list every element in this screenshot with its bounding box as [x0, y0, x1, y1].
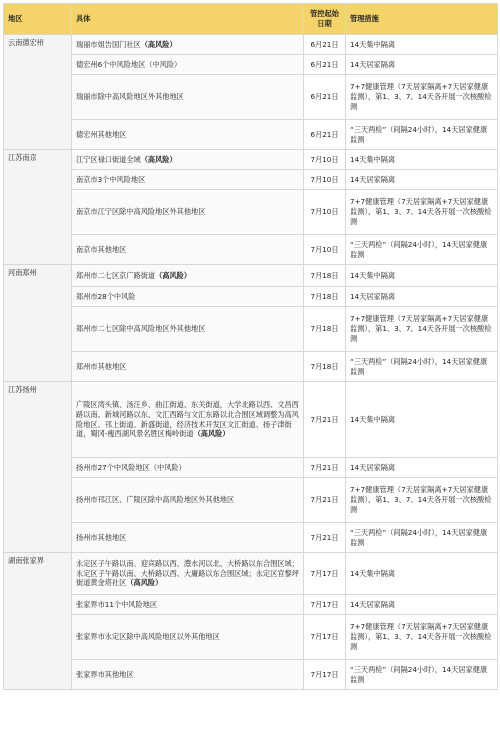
measure-cell: 7+7健康管理（7天居家隔离+7天居家健康监测），第1、3、7、14天各开展一次核酸检测	[346, 307, 498, 352]
table-row	[4, 265, 498, 287]
risk-tag: （高风险）	[140, 39, 177, 49]
measure-cell: 14天集中隔离	[346, 382, 498, 458]
detail-text: 扬州市其他地区	[76, 532, 127, 542]
table-row	[4, 35, 498, 55]
detail-cell	[72, 150, 304, 170]
measure-cell: “三天两检”（间隔24小时），14天居家健康监测	[346, 235, 498, 265]
header-measure: 管理措施	[346, 4, 498, 35]
date-cell: 7月10日	[304, 170, 346, 190]
table-row	[4, 523, 498, 553]
detail-cell	[72, 458, 304, 478]
detail-text: 张家界市永定区除中高风险地区以外其他地区	[76, 632, 220, 642]
detail-cell	[72, 382, 304, 458]
detail-cell	[72, 553, 304, 595]
measure-cell: 14天居家隔离	[346, 55, 498, 75]
table-row	[4, 55, 498, 75]
date-cell: 7月18日	[304, 352, 346, 382]
date-cell: 7月10日	[304, 235, 346, 265]
table-header-row	[4, 4, 498, 35]
table-row	[4, 615, 498, 660]
detail-text: 德宏州6个中风险地区（中风险）	[76, 59, 182, 69]
measure-cell: 14天集中隔离	[346, 35, 498, 55]
measure-cell: “三天两检”（间隔24小时），14天居家健康监测	[346, 352, 498, 382]
region-cell: 江苏南京	[4, 150, 72, 265]
detail-text: 扬州市27个中风险地区（中风险）	[76, 462, 186, 472]
measure-cell: “三天两检”（间隔24小时），14天居家健康监测	[346, 120, 498, 150]
detail-text: 瑞丽市除中高风险地区外其他地区	[76, 92, 184, 102]
table-row	[4, 595, 498, 615]
detail-cell	[72, 352, 304, 382]
detail-cell	[72, 170, 304, 190]
detail-cell	[72, 307, 304, 352]
table-body	[4, 35, 498, 690]
date-cell: 7月17日	[304, 553, 346, 595]
table-row	[4, 170, 498, 190]
date-cell: 7月21日	[304, 478, 346, 523]
detail-cell	[72, 75, 304, 120]
measure-cell: 14天居家隔离	[346, 595, 498, 615]
table-row	[4, 120, 498, 150]
header-region: 地区	[4, 4, 72, 35]
date-cell: 7月21日	[304, 523, 346, 553]
detail-text: 南京市江宁区除中高风险地区外其他地区	[76, 207, 206, 217]
detail-text: 永定区子午路以南、迎宾路以西、澧水河以北、大桥路以东合围区域；永定区子午路以南、大桥路以西、大庸路以东合围区域；永定区官黎坪街道黄金塔社区	[76, 558, 299, 588]
measure-cell: 14天集中隔离	[346, 553, 498, 595]
risk-tag: （高风险）	[193, 429, 230, 439]
measure-cell: 7+7健康管理（7天居家隔离+7天居家健康监测），第1、3、7、14天各开展一次核酸检测	[346, 75, 498, 120]
measure-cell: 14天居家隔离	[346, 287, 498, 307]
measure-cell: 14天集中隔离	[346, 265, 498, 287]
detail-cell	[72, 35, 304, 55]
date-cell: 7月10日	[304, 190, 346, 235]
detail-cell	[72, 235, 304, 265]
detail-cell	[72, 660, 304, 690]
detail-text: 郑州市28个中风险	[76, 291, 136, 301]
detail-text: 郑州市二七区除中高风险地区外其他地区	[76, 324, 206, 334]
detail-cell	[72, 478, 304, 523]
table-row	[4, 307, 498, 352]
risk-tag: （高风险）	[126, 578, 163, 588]
detail-cell	[72, 190, 304, 235]
table-row	[4, 478, 498, 523]
date-cell: 6月21日	[304, 75, 346, 120]
region-cell: 江苏扬州	[4, 382, 72, 553]
measure-cell: “三天两检”（间隔24小时），14天居家健康监测	[346, 660, 498, 690]
detail-cell	[72, 615, 304, 660]
detail-text: 瑞丽市姐告国门社区	[76, 39, 141, 49]
detail-text: 南京市其他地区	[76, 244, 127, 254]
date-cell: 7月17日	[304, 660, 346, 690]
region-cell: 河南郑州	[4, 265, 72, 382]
region-cell: 湖南张家界	[4, 553, 72, 690]
date-cell: 6月21日	[304, 55, 346, 75]
table-row	[4, 190, 498, 235]
detail-cell	[72, 265, 304, 287]
date-cell: 6月21日	[304, 120, 346, 150]
risk-tag: （高风险）	[140, 154, 177, 164]
control-measures-table	[3, 3, 498, 690]
detail-cell	[72, 55, 304, 75]
measure-cell: 7+7健康管理（7天居家隔离+7天居家健康监测），第1、3、7、14天各开展一次核酸检测	[346, 478, 498, 523]
table-row	[4, 352, 498, 382]
detail-text: 张家界市11个中风险地区	[76, 599, 158, 609]
date-cell: 6月21日	[304, 35, 346, 55]
table-row	[4, 287, 498, 307]
detail-cell	[72, 595, 304, 615]
detail-cell	[72, 523, 304, 553]
measure-cell: 7+7健康管理（7天居家隔离+7天居家健康监测），第1、3、7、14天各开展一次核酸检测	[346, 615, 498, 660]
detail-text: 南京市3个中风险地区	[76, 174, 146, 184]
detail-text: 张家界市其他地区	[76, 669, 134, 679]
detail-cell	[72, 287, 304, 307]
header-detail: 具体	[72, 4, 304, 35]
measure-cell: “三天两检”（间隔24小时），14天居家健康监测	[346, 523, 498, 553]
detail-text: 德宏州其他地区	[76, 129, 127, 139]
date-cell: 7月10日	[304, 150, 346, 170]
detail-cell	[72, 120, 304, 150]
measure-cell: 14天居家隔离	[346, 170, 498, 190]
measure-cell: 14天集中隔离	[346, 150, 498, 170]
table-row	[4, 458, 498, 478]
measure-cell: 14天居家隔离	[346, 458, 498, 478]
table-row	[4, 382, 498, 458]
date-cell: 7月18日	[304, 265, 346, 287]
detail-text: 郑州市其他地区	[76, 361, 127, 371]
date-cell: 7月21日	[304, 458, 346, 478]
detail-text: 广陵区湾头镇、汤汪乡、曲江街道、东关街道，大学北路以西、文昌西路以南、新城河路以东、文汇西路与文汇东路以北合围区域调整为高风险地区、邗上街道、新盛街道，经济技术开发区文汇街道、扬子津街道，蜀冈-瘦西湖风景名胜区梅岭街道	[76, 400, 299, 439]
date-cell: 7月21日	[304, 382, 346, 458]
detail-text: 江宁区禄口街道全域	[76, 154, 141, 164]
table-row	[4, 75, 498, 120]
table-row	[4, 553, 498, 595]
table-row	[4, 235, 498, 265]
table-row	[4, 660, 498, 690]
risk-tag: （高风险）	[155, 270, 192, 280]
date-cell: 7月17日	[304, 595, 346, 615]
detail-text: 郑州市二七区京广路街道	[76, 270, 156, 280]
detail-text: 扬州市邗江区、广陵区除中高风险地区外其他地区	[76, 495, 235, 505]
region-cell: 云南德宏州	[4, 35, 72, 150]
date-cell: 7月17日	[304, 615, 346, 660]
measure-cell: 7+7健康管理（7天居家隔离+7天居家健康监测），第1、3、7、14天各开展一次核酸检测	[346, 190, 498, 235]
table-row	[4, 150, 498, 170]
date-cell: 7月18日	[304, 307, 346, 352]
header-date: 管控起始日期	[304, 4, 346, 35]
date-cell: 7月18日	[304, 287, 346, 307]
